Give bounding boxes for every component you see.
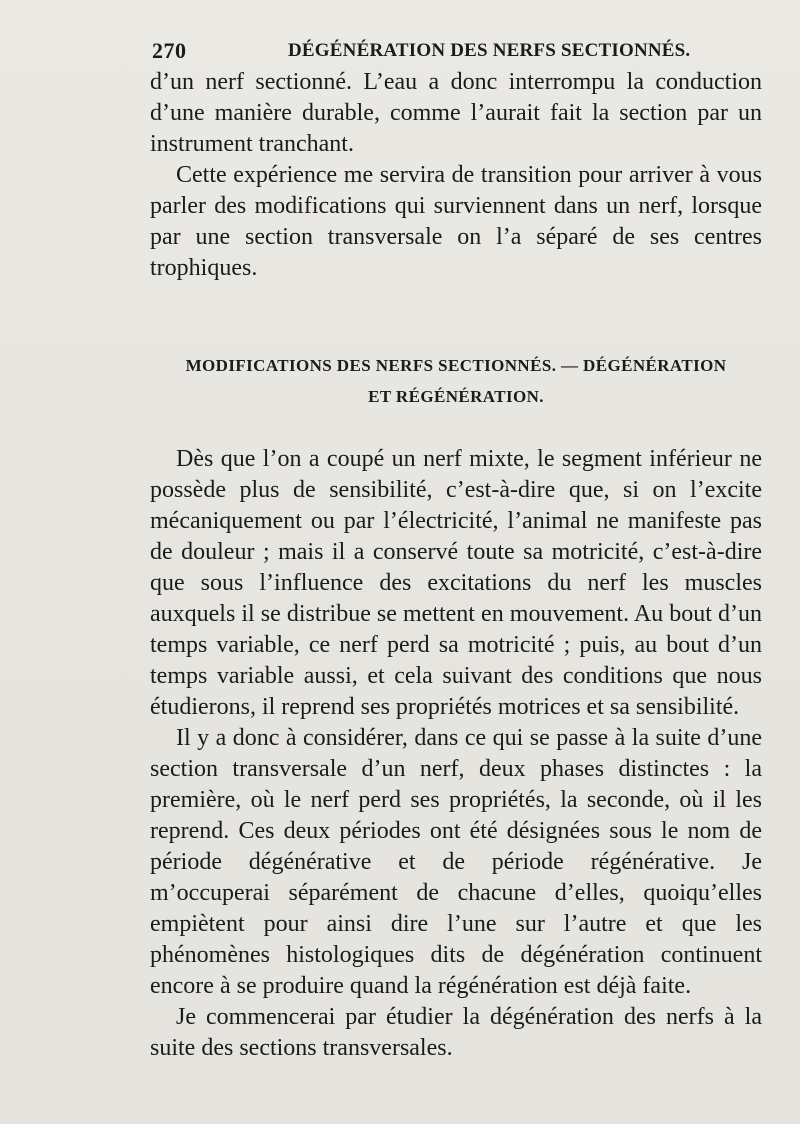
paragraph-nerf-mixte: Dès que l’on a coupé un nerf mixte, le segment inférieur ne possède plus de sensibilité, c’est-à-dire que, si on l’excite mécaniquement ou par l’électricité, l’animal ne manifeste pas de douleur ; mais il a conservé toute sa motricité, c’est-à-dire que sous l’influence des excitations du nerf les muscles auxquels il se distribue se mettent en mouvement. Au bout d’un temps variable, ce nerf perd sa motricité ; puis, au bout d’un temps variable aussi, et cela suivant des conditions que nous étudierons, il reprend ses propriétés motrices et sa sensibilité. <box>150 446 762 720</box>
paragraph-deux-phases: Il y a donc à considérer, dans ce qui se passe à la suite d’une section transversale d’un nerf, deux phases distinctes : la première, où le nerf perd ses propriétés, la seconde, où il les reprend. Ces deux périodes ont été désignées sous le nom de période dégénérative et de période régénérative. Je m’occuperai séparément de chacune d’elles, quoiqu’elles empiètent pour ainsi dire l’une sur l’autre et que les phénomènes histologiques dits de dégénération continuent encore à se produire quand la régénération est déjà faite. <box>150 725 762 999</box>
text-block-intro <box>150 67 762 284</box>
running-head: DÉGÉNÉRATION DES NERFS SECTIONNÉS. <box>288 40 691 61</box>
paragraph-conclusion: Je commencerai par étudier la dégénération des nerfs à la suite des sections transversales. <box>150 1004 762 1061</box>
paragraph-transition: Cette expérience me servira de transition pour arriver à vous parler des modifications qui surviennent dans un nerf, lorsque par une section transversale on l’a séparé de ses centres trophiques. <box>150 162 762 281</box>
page-number: 270 <box>152 38 187 63</box>
page-header <box>152 30 764 62</box>
section-heading <box>150 350 762 412</box>
text-block-main <box>150 444 762 1064</box>
section-heading-line2: ET RÉGÉNÉRATION. <box>368 387 544 406</box>
paragraph-continuation: d’un nerf sectionné. L’eau a donc interrompu la conduction d’une manière durable, comme l’aurait fait la section par un instrument tranchant. <box>150 69 762 157</box>
section-heading-line1: MODIFICATIONS DES NERFS SECTIONNÉS. — DÉGÉNÉRATION <box>185 356 727 375</box>
